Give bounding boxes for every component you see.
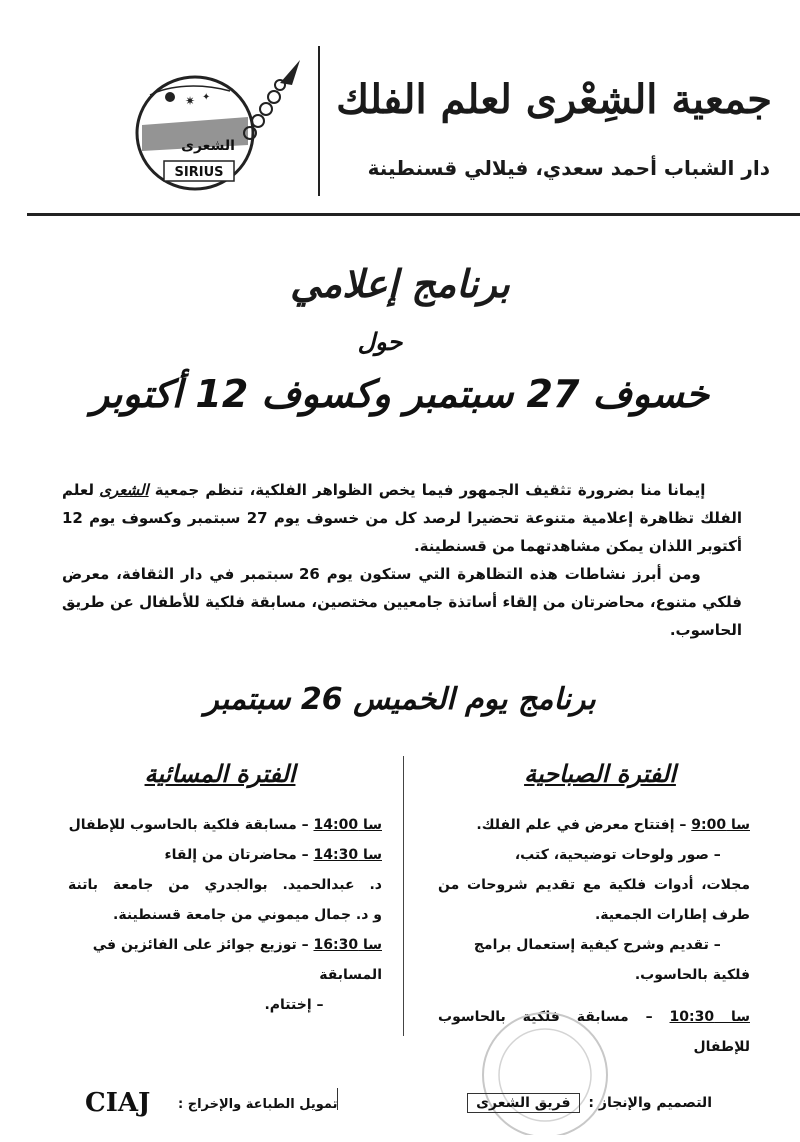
schedule-line: سا 10:30 – مسابقة فلكية بالحاسوب للإطفال: [438, 1009, 750, 1055]
design-label: التصميم والإنجاز :: [588, 1095, 712, 1111]
schedule-line: – تقديم وشرح كيفية إستعمال برامج: [473, 937, 721, 953]
intro-paragraph-1: إيمانا منا بضرورة تثقيف الجمهور فيما يخص الظواهر الفلكية، تنظم جمعية الشعرى لعلم الفلك تظاهرة إعلامية متنوعة تحضيرا لرصد كل من خسوف يوم 27 سبتمبر وكسوف يوم 12 أكتوبر اللذان يمكن مشاهدتهما من قسنطينة.: [62, 481, 742, 555]
svg-text:✦: ✦: [202, 92, 211, 103]
header-divider: [27, 213, 800, 216]
title-about: حول: [357, 328, 403, 356]
schedule-line: د. عبدالحميد. بوالجدري من جامعة باتنة: [68, 877, 382, 893]
intro-text: [62, 476, 742, 644]
schedule-line: سا 14:30 – محاضرتان من إلقاء: [164, 847, 382, 863]
organization-address: دار الشباب أحمد سعدي، فيلالي قسنطينة: [367, 156, 770, 180]
schedule-line: سا 14:00 – مسابقة فلكية بالحاسوب للإطفال: [68, 817, 382, 833]
schedule-line: فلكية بالحاسوب.: [634, 967, 750, 983]
funding-value: CIAJ: [85, 1088, 151, 1118]
official-stamp: [465, 995, 625, 1135]
program-title: برنامج يوم الخميس 26 سبتمبر: [204, 682, 596, 717]
evening-schedule: [68, 810, 382, 1020]
schedule-line: – صور ولوحات توضيحية، كتب،: [514, 847, 721, 863]
morning-heading: الفترة الصباحية: [524, 760, 676, 788]
page-title: برنامج إعلامي: [290, 262, 510, 306]
schedule-line: سا 9:00 – إفتتاح معرض في علم الفلك.: [476, 817, 750, 833]
schedule-line: المسابقة: [319, 967, 382, 983]
organization-name: جمعية الشِعْرى لعلم الفلك: [336, 76, 772, 123]
svg-text:✷: ✷: [185, 94, 196, 108]
funding-label: تمويل الطباعة والإخراج :: [178, 1097, 338, 1112]
column-divider: [403, 756, 404, 1036]
design-value: فريق الشعرى: [467, 1093, 579, 1113]
highlight-sirius: الشعرى: [99, 481, 149, 499]
event-title: خسوف 27 سبتمبر وكسوف 12 أكتوبر: [90, 372, 710, 416]
footer-design: [467, 1095, 712, 1111]
schedule-line: مجلات، أدوات فلكية مع تقديم شروحات من: [438, 877, 750, 893]
logo-text-en: SIRIUS: [174, 165, 224, 180]
schedule-line: – إختتام.: [264, 997, 324, 1013]
schedule-line: طرف إطارات الجمعية.: [594, 907, 750, 923]
sirius-logo: [130, 55, 320, 195]
schedule-line: و د. جمال ميموني من جامعة قسنطينة.: [113, 907, 382, 923]
intro-paragraph-2: ومن أبرز نشاطات هذه التظاهرة التي ستكون يوم 26 سبتمبر في دار الثقافة، معرض فلكي متنوع، محاضرتان من إلقاء أساتذة جامعيين مختصين، مسابقة فلكية للأطفال عن طريق الحاسوب.: [62, 565, 742, 639]
evening-heading: الفترة المسائية: [144, 760, 296, 788]
logo-text-ar: الشعرى: [181, 138, 235, 154]
schedule-line: سا 16:30 – توزيع جوائز على الفائزين في: [92, 937, 382, 953]
